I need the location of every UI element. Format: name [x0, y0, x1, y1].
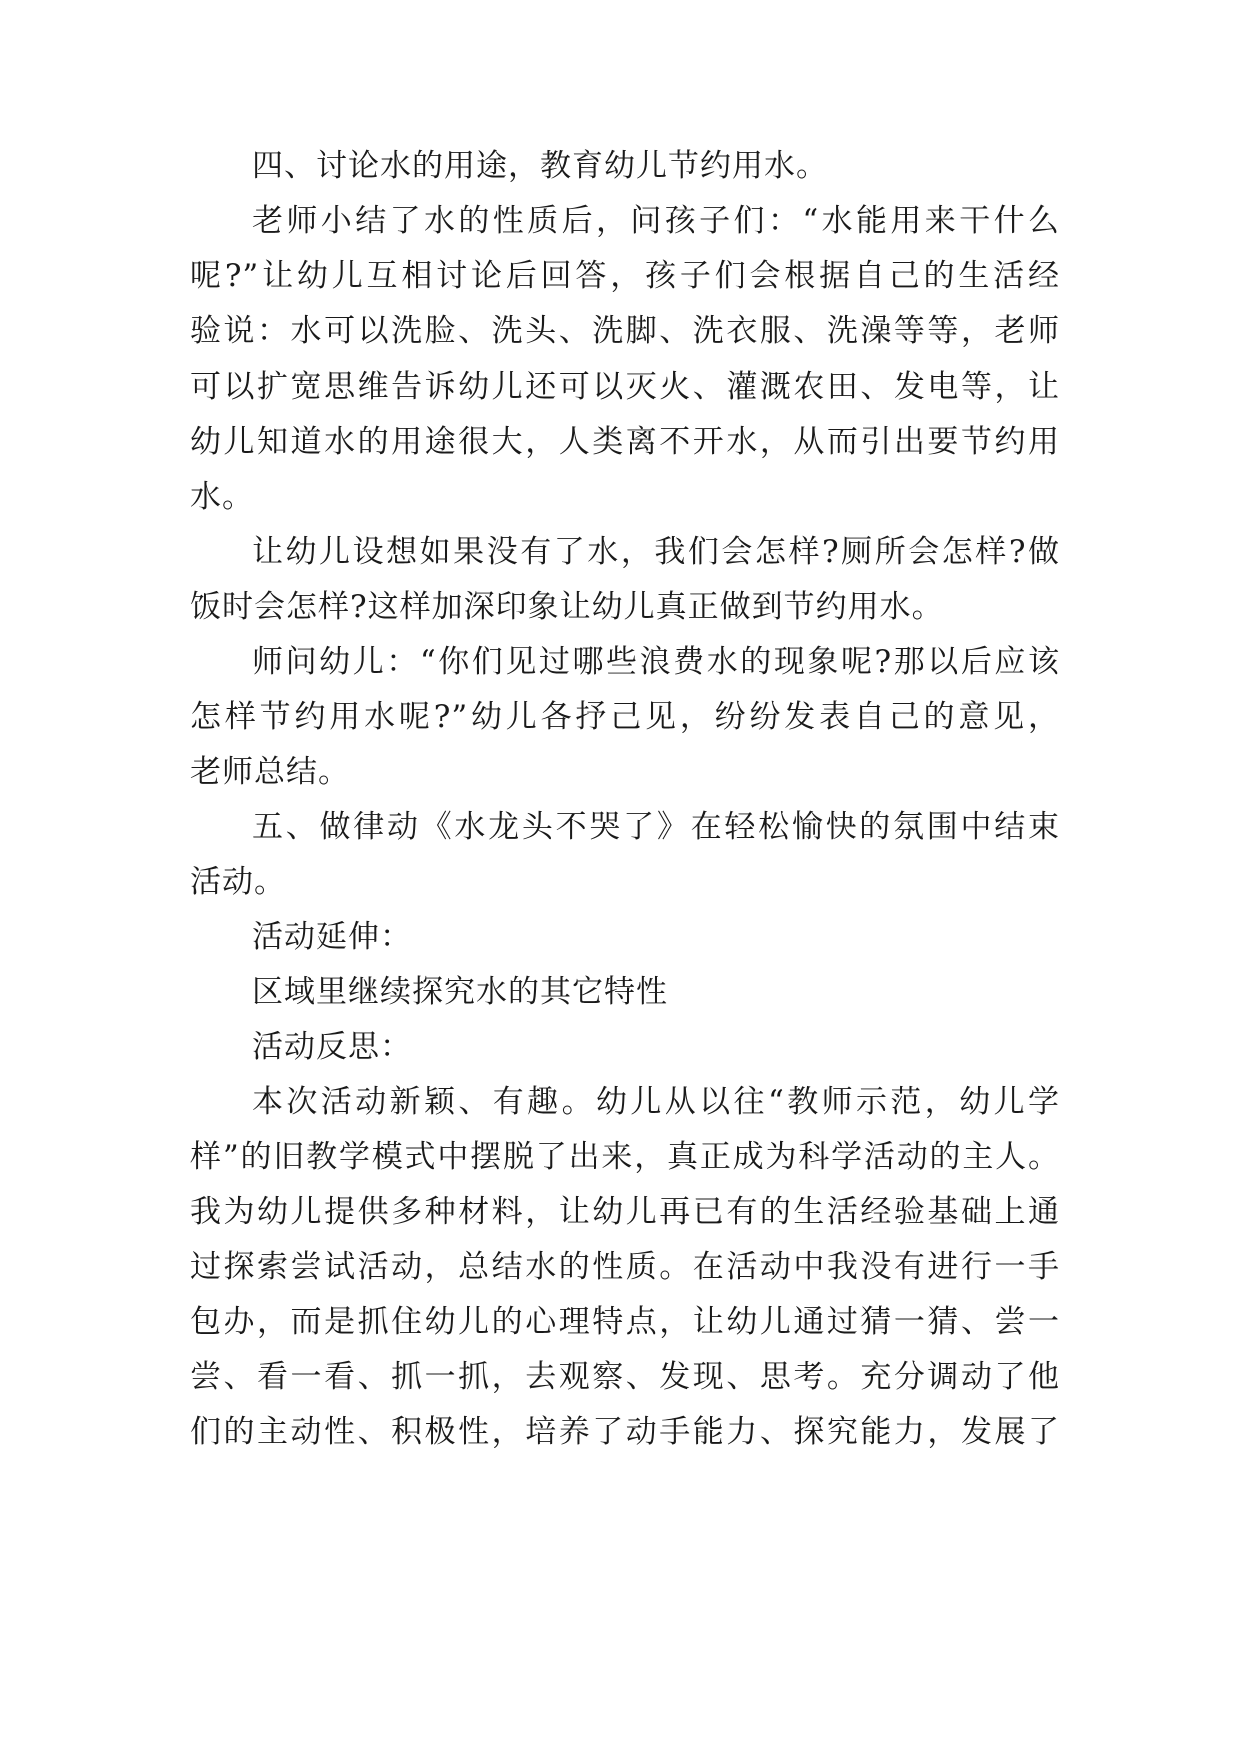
activity-extension-text: 区域里继续探究水的其它特性 — [252, 974, 668, 1010]
activity-extension-heading: 活动延伸： — [252, 919, 412, 955]
paragraph-line: 怎样节约用水呢?”幼儿各抒己见，纷纷发表自己的意见， — [190, 699, 1060, 735]
paragraph-line: 过探索尝试活动，总结水的性质。在活动中我没有进行一手 — [190, 1249, 1060, 1285]
paragraph-line: 老师总结。 — [190, 754, 350, 790]
paragraph-line: 水。 — [190, 479, 254, 515]
paragraph-line: 可以扩宽思维告诉幼儿还可以灭火、灌溉农田、发电等，让 — [190, 369, 1060, 405]
paragraph-line: 饭时会怎样?这样加深印象让幼儿真正做到节约用水。 — [190, 589, 944, 625]
paragraph-line: 老师小结了水的性质后，问孩子们：“水能用来干什么 — [252, 203, 1060, 239]
section-heading-4: 四、讨论水的用途，教育幼儿节约用水。 — [252, 148, 828, 184]
paragraph-line: 本次活动新颖、有趣。幼儿从以往“教师示范，幼儿学 — [252, 1084, 1060, 1120]
paragraph-line: 样”的旧教学模式中摆脱了出来，真正成为科学活动的主人。 — [190, 1139, 1060, 1175]
paragraph-line: 我为幼儿提供多种材料，让幼儿再已有的生活经验基础上通 — [190, 1194, 1060, 1230]
paragraph-line: 包办，而是抓住幼儿的心理特点，让幼儿通过猜一猜、尝一 — [190, 1304, 1060, 1340]
paragraph-line: 让幼儿设想如果没有了水，我们会怎样?厕所会怎样?做 — [252, 534, 1060, 570]
paragraph-line: 尝、看一看、抓一抓，去观察、发现、思考。充分调动了他 — [190, 1359, 1060, 1395]
paragraph-line: 呢?”让幼儿互相讨论后回答，孩子们会根据自己的生活经 — [190, 258, 1060, 294]
paragraph-line: 验说：水可以洗脸、洗头、洗脚、洗衣服、洗澡等等，老师 — [190, 313, 1060, 349]
activity-reflection-heading: 活动反思： — [252, 1029, 412, 1065]
paragraph-line: 们的主动性、积极性，培养了动手能力、探究能力，发展了 — [190, 1414, 1060, 1450]
paragraph-line: 幼儿知道水的用途很大，人类离不开水，从而引出要节约用 — [190, 424, 1060, 460]
section-heading-5-continued: 活动。 — [190, 864, 286, 900]
paragraph-line: 师问幼儿：“你们见过哪些浪费水的现象呢?那以后应该 — [252, 644, 1060, 680]
section-heading-5: 五、做律动《水龙头不哭了》在轻松愉快的氛围中结束 — [252, 809, 1060, 845]
